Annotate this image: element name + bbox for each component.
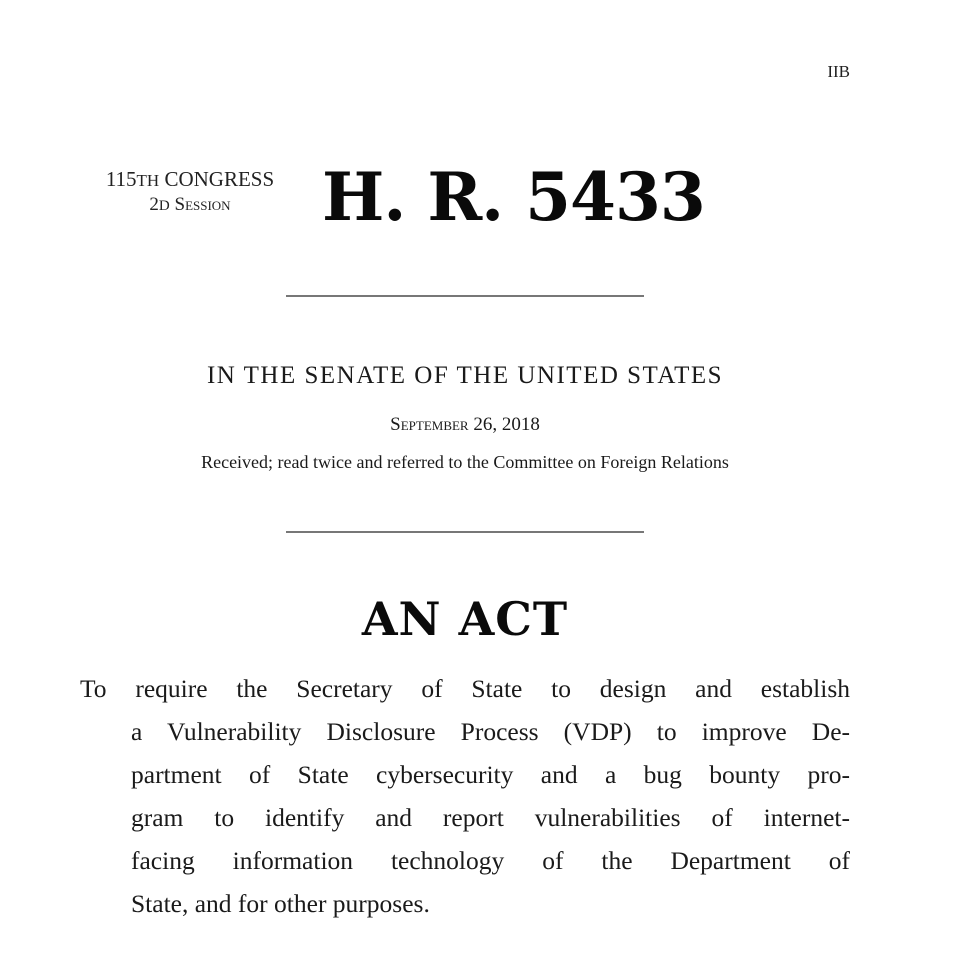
referral-action: Received; read twice and referred to the Committee on Foreign Relations	[201, 452, 729, 472]
divider-rule	[286, 531, 644, 533]
purpose-paragraph	[80, 667, 850, 925]
divider-rule	[286, 295, 644, 297]
purpose-line: a Vulnerability Disclosure Process (VDP) to improve De-	[131, 717, 850, 746]
purpose-line: State, and for other purposes.	[131, 889, 430, 918]
purpose-line: To require the Secretary of State to design and establish	[80, 674, 850, 703]
act-heading: AN ACT	[361, 592, 569, 646]
chamber-heading: IN THE SENATE OF THE UNITED STATES	[206, 362, 724, 389]
congress-session-block	[70, 167, 310, 218]
purpose-line: partment of State cybersecurity and a bug bounty pro-	[131, 760, 850, 789]
session-label: Session	[174, 194, 231, 215]
purpose-line: gram to identify and report vulnerabilities of internet-	[131, 803, 850, 832]
congress-label: CONGRESS	[164, 167, 275, 191]
session-suffix: D	[158, 198, 170, 214]
date-line: September 26, 2018	[390, 414, 540, 435]
congress-ordinal-suffix: TH	[136, 171, 160, 190]
session-number: 2	[149, 194, 159, 215]
document-code: IIB	[827, 62, 850, 81]
purpose-line: facing information technology of the Department of	[131, 846, 850, 875]
congress-number: 115	[105, 167, 137, 191]
congress-line	[70, 167, 310, 193]
session-line	[70, 193, 310, 218]
bill-number: H. R. 5433	[322, 158, 705, 236]
